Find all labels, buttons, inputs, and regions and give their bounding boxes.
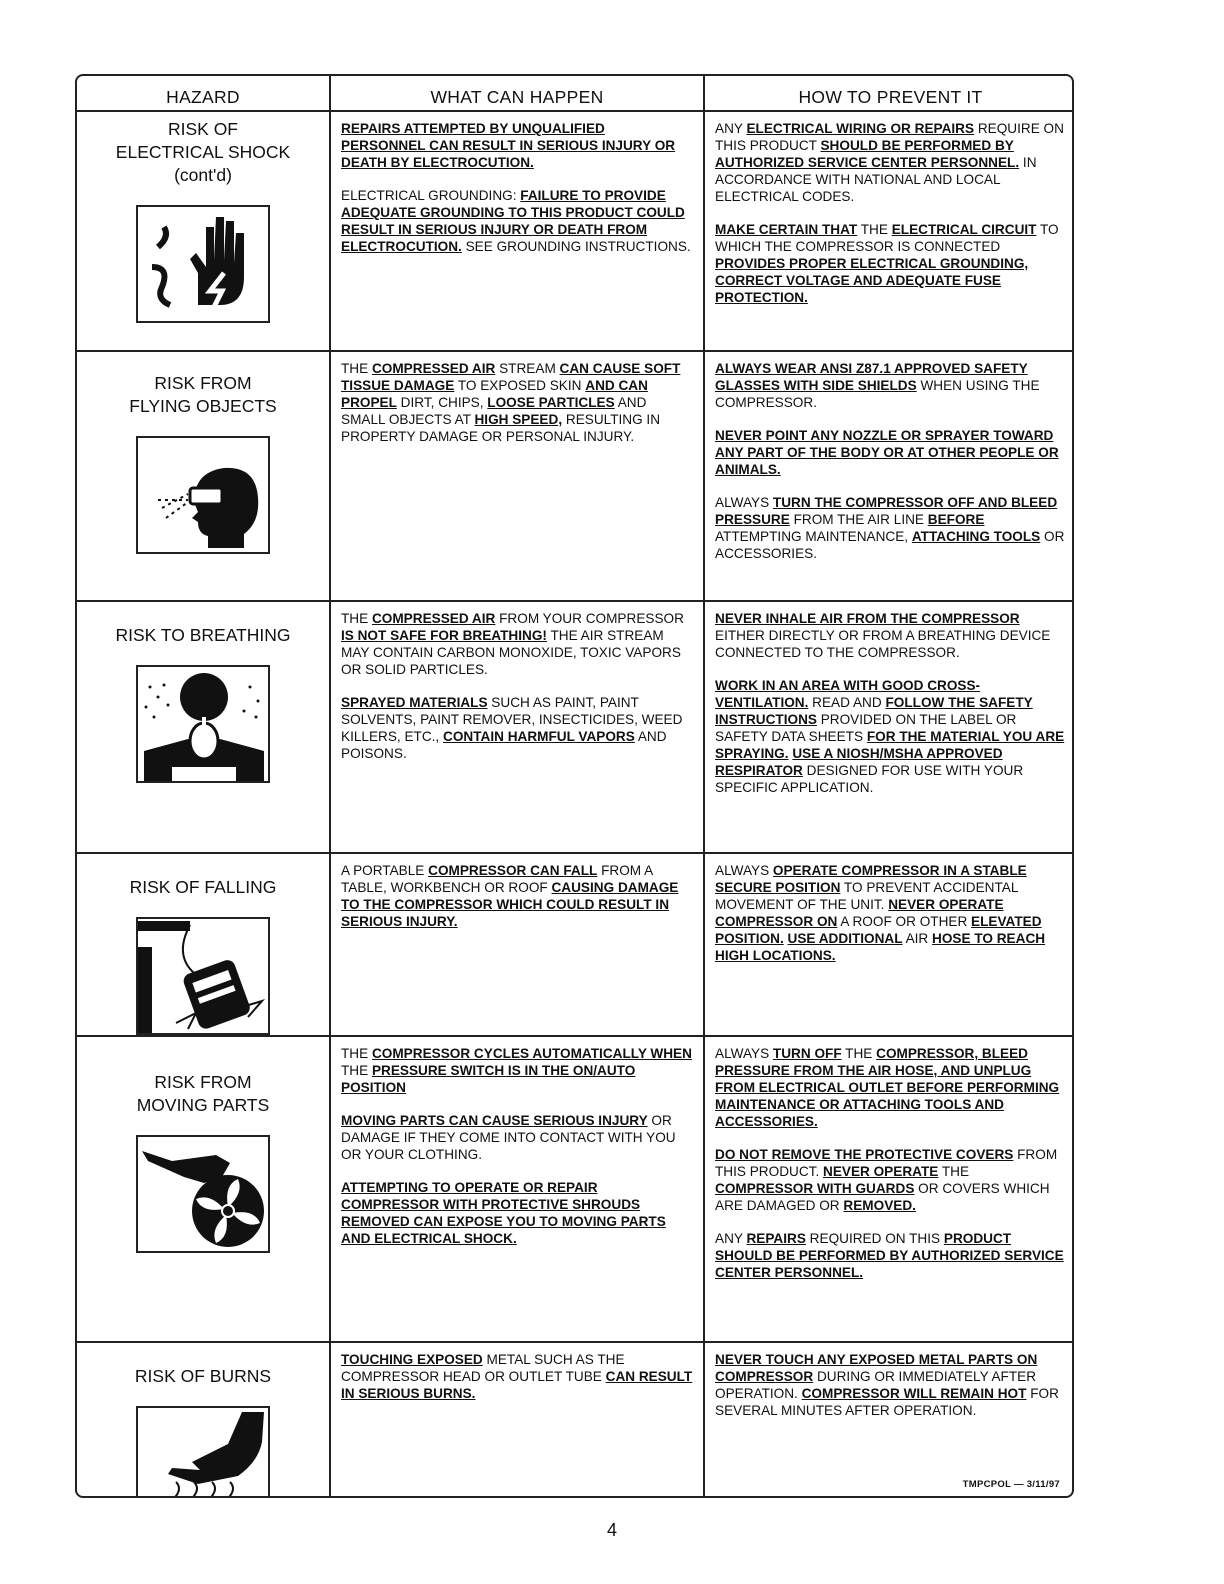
what-paragraph	[341, 120, 693, 171]
hazard-title-line: RISK OF FALLING	[129, 877, 277, 897]
emphasized-text: COMPRESSOR WITH GUARDS	[715, 1181, 915, 1196]
emphasized-text: MOVING PARTS CAN CAUSE SERIOUS INJURY	[341, 1113, 648, 1128]
page-number: 4	[606, 1520, 617, 1540]
body-text: EITHER DIRECTLY OR FROM A BREATHING DEVICE CONNECTED TO THE COMPRESSOR.	[715, 628, 1051, 660]
emphasized-text: NEVER OPERATE	[823, 1164, 939, 1179]
emphasized-text: USE A NIOSH/MSHA APPROVED RESPIRATOR	[715, 746, 1003, 778]
emphasized-text: PROVIDES PROPER ELECTRICAL GROUNDING, CORRECT VOLTAGE AND ADEQUATE FUSE PROTECTION.	[715, 256, 1029, 305]
emphasized-text: BEFORE	[927, 512, 985, 527]
how-paragraph	[715, 427, 1066, 478]
how-paragraph	[715, 1045, 1066, 1130]
body-text: THE	[938, 1164, 970, 1179]
hazard-cell	[77, 853, 330, 1036]
how-to-prevent-cell	[704, 853, 1074, 1036]
hazard-title	[77, 1343, 329, 1388]
body-text: AND POISONS.	[341, 729, 667, 761]
how-paragraph	[715, 494, 1066, 562]
table-header-row	[77, 76, 1074, 111]
hazard-title-line: (cont'd)	[174, 165, 232, 185]
emphasized-text: ATTACHING TOOLS	[911, 529, 1041, 544]
hazard-title	[77, 112, 329, 187]
emphasized-text: TOUCHING EXPOSED	[341, 1352, 483, 1367]
hazard-title-line: FLYING OBJECTS	[129, 396, 277, 416]
hazard-row	[77, 1342, 1074, 1498]
emphasized-text: SHOULD BE PERFORMED BY AUTHORIZED SERVICE CENTER PERSONNEL.	[715, 138, 1020, 170]
what-can-happen-cell	[330, 111, 704, 351]
emphasized-text: NEVER OPERATE COMPRESSOR ON	[715, 897, 1004, 929]
what-paragraph	[341, 1112, 693, 1163]
what-can-happen-cell	[330, 601, 704, 853]
electric-shock-hand-icon	[136, 205, 270, 323]
emphasized-text: CAUSING DAMAGE TO THE COMPRESSOR WHICH COULD RESULT IN SERIOUS INJURY.	[341, 880, 679, 929]
hazard-row	[77, 111, 1074, 351]
how-paragraph	[715, 610, 1066, 661]
emphasized-text: COMPRESSOR WILL REMAIN HOT	[801, 1386, 1027, 1401]
what-paragraph	[341, 1045, 693, 1096]
hazard-title-line: RISK OF	[167, 119, 238, 139]
hazard-row	[77, 1036, 1074, 1342]
body-text: AIR	[902, 931, 933, 946]
emphasized-text: MAKE CERTAIN THAT	[715, 222, 858, 237]
how-to-prevent-cell	[704, 1036, 1074, 1342]
body-text: REQUIRE ON THIS PRODUCT	[715, 121, 1064, 153]
how-paragraph	[715, 677, 1066, 796]
emphasized-text: NEVER INHALE AIR FROM THE COMPRESSOR	[715, 611, 1020, 626]
body-text: DESIGNED FOR USE WITH YOUR SPECIFIC APPLICATION.	[715, 763, 1024, 795]
emphasized-text: ELECTRICAL WIRING OR REPAIRS	[746, 121, 975, 136]
hazard-title-line: MOVING PARTS	[136, 1095, 270, 1115]
what-paragraph	[341, 610, 693, 678]
hazard-title	[77, 854, 329, 899]
how-to-prevent-cell	[704, 351, 1074, 601]
emphasized-text: CONTAIN HARMFUL VAPORS	[443, 729, 635, 744]
hazard-title-line: ELECTRICAL SHOCK	[115, 142, 291, 162]
body-text: PROVIDED ON THE LABEL OR SAFETY DATA SHEETS	[715, 712, 1017, 744]
how-paragraph	[715, 1146, 1066, 1214]
body-text: ALWAYS	[715, 863, 773, 878]
body-text: FROM THE AIR LINE	[789, 512, 928, 527]
falling-compressor-icon	[136, 917, 270, 1035]
what-can-happen-cell	[330, 1342, 704, 1498]
what-can-happen-cell	[330, 853, 704, 1036]
body-text: FOR SEVERAL MINUTES AFTER OPERATION.	[715, 1386, 1059, 1418]
body-text: SEE GROUNDING INSTRUCTIONS.	[461, 239, 691, 254]
body-text: A PORTABLE	[341, 863, 429, 878]
how-paragraph	[715, 120, 1066, 205]
what-can-happen-cell	[330, 1036, 704, 1342]
emphasized-text: CAN RESULT IN SERIOUS BURNS.	[341, 1369, 693, 1401]
emphasized-text: PRESSURE SWITCH IS IN THE ON/AUTO POSITION	[341, 1063, 636, 1095]
emphasized-text: COMPRESSOR CAN FALL	[428, 863, 598, 878]
emphasized-text: LOOSE PARTICLES	[487, 395, 615, 410]
body-text: OR COVERS WHICH ARE DAMAGED OR	[715, 1181, 1050, 1213]
what-paragraph	[341, 187, 693, 255]
emphasized-text: USE ADDITIONAL	[787, 931, 903, 946]
emphasized-text: COMPRESSED AIR	[371, 611, 496, 626]
what-paragraph	[341, 1351, 693, 1402]
hazard-cell	[77, 111, 330, 351]
header-hazard: HAZARD	[77, 76, 330, 111]
body-text: STREAM	[495, 361, 560, 376]
body-text: OR ACCESSORIES.	[715, 529, 1065, 561]
body-text: THE	[857, 222, 892, 237]
body-text: AND SMALL OBJECTS AT	[341, 395, 647, 427]
body-text: RESULTING IN PROPERTY DAMAGE OR PERSONAL INJURY.	[341, 412, 661, 444]
body-text: THE AIR STREAM MAY CONTAIN CARBON MONOXIDE, TOXIC VAPORS OR SOLID PARTICLES.	[341, 628, 681, 677]
emphasized-text: HIGH SPEED,	[474, 412, 563, 427]
header-how-to-prevent: HOW TO PREVENT IT	[704, 76, 1074, 111]
what-can-happen-cell	[330, 351, 704, 601]
emphasized-text: REMOVED.	[843, 1198, 916, 1213]
body-text: WHEN USING THE COMPRESSOR.	[715, 378, 1040, 410]
hazard-title-line: RISK TO BREATHING	[115, 625, 291, 645]
flying-objects-face-icon	[136, 436, 270, 554]
emphasized-text: DO NOT REMOVE THE PROTECTIVE COVERS	[715, 1147, 1014, 1162]
hazard-title	[77, 352, 329, 418]
hot-surface-hand-icon	[136, 1406, 270, 1498]
body-text: ALWAYS	[715, 1046, 773, 1061]
emphasized-text: FOLLOW THE SAFETY INSTRUCTIONS	[715, 695, 1033, 727]
body-text: ELECTRICAL GROUNDING:	[341, 188, 521, 203]
emphasized-text: FOR THE MATERIAL YOU ARE SPRAYING.	[715, 729, 1065, 761]
hazard-title-line: RISK FROM	[154, 1072, 252, 1092]
body-text: IN ACCORDANCE WITH NATIONAL AND LOCAL ELECTRICAL CODES.	[715, 155, 1037, 204]
emphasized-text: PRODUCT SHOULD BE PERFORMED BY AUTHORIZED SERVICE CENTER PERSONNEL.	[715, 1231, 1064, 1280]
body-text: FROM A TABLE, WORKBENCH OR ROOF	[341, 863, 653, 895]
emphasized-text: NEVER TOUCH ANY EXPOSED METAL PARTS ON COMPRESSOR	[715, 1352, 1038, 1384]
how-to-prevent-cell	[704, 601, 1074, 853]
emphasized-text: ATTEMPTING TO OPERATE OR REPAIR COMPRESSOR WITH PROTECTIVE SHROUDS REMOVED CAN EXPOSE YOU TO MOVING PARTS AND ELECTRICAL SHOCK.	[341, 1180, 666, 1246]
body-text: A ROOF OR OTHER	[837, 914, 972, 929]
hazard-row	[77, 601, 1074, 853]
body-text: TO EXPOSED SKIN	[454, 378, 586, 393]
how-paragraph	[715, 1351, 1066, 1419]
hazard-table	[77, 76, 1074, 1498]
emphasized-text: COMPRESSOR, BLEED PRESSURE FROM THE AIR HOSE, AND UNPLUG FROM ELECTRICAL OUTLET BEFORE PERFORMING MAINTENANCE OR ATTACHING TOOLS AND ACCESSORIES.	[715, 1046, 1060, 1129]
moving-parts-fan-icon	[136, 1135, 270, 1253]
body-text: TO PREVENT ACCIDENTAL MOVEMENT OF THE UNIT.	[715, 880, 1018, 912]
hazard-row	[77, 853, 1074, 1036]
emphasized-text: COMPRESSED AIR	[371, 361, 496, 376]
body-text: THE	[341, 361, 372, 376]
body-text: THE	[341, 611, 372, 626]
hazard-cell	[77, 601, 330, 853]
body-text: TO WHICH THE COMPRESSOR IS CONNECTED	[715, 222, 1059, 254]
how-paragraph	[715, 1230, 1066, 1281]
body-text: ANY	[715, 1231, 747, 1246]
hazard-cell	[77, 1036, 330, 1342]
hazard-cell	[77, 351, 330, 601]
how-paragraph	[715, 221, 1066, 306]
emphasized-text: ELEVATED POSITION.	[715, 914, 1042, 946]
body-text: READ AND	[808, 695, 886, 710]
body-text: DURING OR IMMEDIATELY AFTER OPERATION.	[715, 1369, 1037, 1401]
body-text: SUCH AS PAINT, PAINT SOLVENTS, PAINT REMOVER, INSECTICIDES, WEED KILLERS, ETC.,	[341, 695, 683, 744]
emphasized-text: COMPRESSOR CYCLES AUTOMATICALLY WHEN	[371, 1046, 692, 1061]
document-code: TMPCPOL — 3/11/97	[962, 1479, 1060, 1490]
how-paragraph	[715, 862, 1066, 964]
emphasized-text: TURN THE COMPRESSOR OFF AND BLEED PRESSURE	[715, 495, 1058, 527]
emphasized-text: HOSE TO REACH HIGH LOCATIONS.	[715, 931, 1046, 963]
emphasized-text: SPRAYED MATERIALS	[341, 695, 488, 710]
emphasized-text: CAN CAUSE SOFT TISSUE DAMAGE	[341, 361, 681, 393]
how-to-prevent-cell	[704, 1342, 1074, 1498]
body-text: ALWAYS	[715, 495, 773, 510]
header-what-can-happen: WHAT CAN HAPPEN	[330, 76, 704, 111]
body-text: FROM THIS PRODUCT.	[715, 1147, 1058, 1179]
hazard-cell	[77, 1342, 330, 1498]
body-text: REQUIRED ON THIS	[805, 1231, 944, 1246]
body-text: METAL SUCH AS THE COMPRESSOR HEAD OR OUTLET TUBE	[341, 1352, 625, 1384]
breathing-hazard-icon	[136, 665, 270, 783]
emphasized-text: AND CAN PROPEL	[341, 378, 648, 410]
emphasized-text: TURN OFF	[772, 1046, 842, 1061]
body-text: THE	[841, 1046, 877, 1061]
emphasized-text: OPERATE COMPRESSOR IN A STABLE SECURE POSITION	[715, 863, 1027, 895]
body-text: DIRT, CHIPS,	[396, 395, 488, 410]
body-text: OR DAMAGE IF THEY COME INTO CONTACT WITH YOU OR YOUR CLOTHING.	[341, 1113, 676, 1162]
what-paragraph	[341, 1179, 693, 1247]
hazard-table-frame	[75, 74, 1074, 1498]
how-paragraph	[715, 360, 1066, 411]
body-text: FROM YOUR COMPRESSOR	[495, 611, 684, 626]
hazard-title	[77, 602, 329, 647]
body-text: THE	[341, 1063, 372, 1078]
emphasized-text: REPAIRS ATTEMPTED BY UNQUALIFIED PERSONNEL CAN RESULT IN SERIOUS INJURY OR DEATH BY ELECTROCUTION.	[341, 121, 676, 170]
body-text: ANY	[715, 121, 747, 136]
emphasized-text: FAILURE TO PROVIDE ADEQUATE GROUNDING TO THIS PRODUCT COULD RESULT IN SERIOUS INJURY OR DEATH FROM ELECTROCUTION.	[341, 188, 685, 254]
emphasized-text: IS NOT SAFE FOR BREATHING!	[341, 628, 547, 643]
hazard-title-line: RISK FROM	[154, 373, 252, 393]
emphasized-text: WORK IN AN AREA WITH GOOD CROSS-VENTILATION.	[715, 678, 981, 710]
what-paragraph	[341, 694, 693, 762]
emphasized-text: REPAIRS	[746, 1231, 806, 1246]
how-to-prevent-cell	[704, 111, 1074, 351]
hazard-row	[77, 351, 1074, 601]
body-text: ATTEMPTING MAINTENANCE,	[715, 529, 912, 544]
hazard-title	[77, 1037, 329, 1117]
hazard-title-line: RISK OF BURNS	[134, 1366, 272, 1386]
body-text: THE	[341, 1046, 372, 1061]
emphasized-text: ELECTRICAL CIRCUIT	[891, 222, 1037, 237]
what-paragraph	[341, 862, 693, 930]
what-paragraph	[341, 360, 693, 445]
emphasized-text: NEVER POINT ANY NOZZLE OR SPRAYER TOWARD ANY PART OF THE BODY OR AT OTHER PEOPLE OR ANIMALS.	[715, 428, 1059, 477]
emphasized-text: ALWAYS WEAR ANSI Z87.1 APPROVED SAFETY GLASSES WITH SIDE SHIELDS	[715, 361, 1028, 393]
